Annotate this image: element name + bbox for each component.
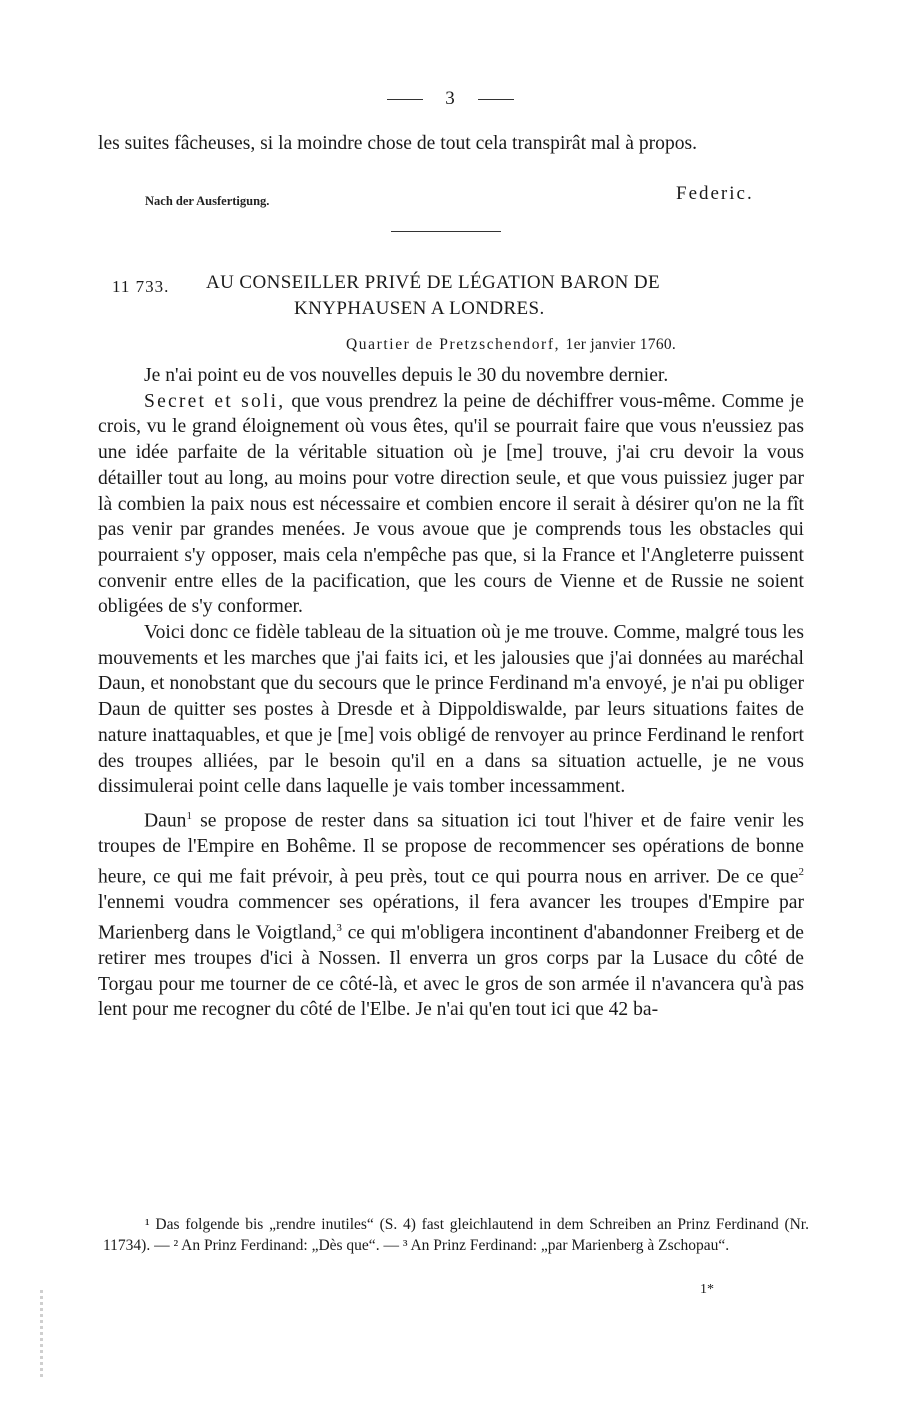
dateline-date: 1er janvier 1760.	[565, 336, 677, 353]
letter-number: 11 733.	[112, 277, 170, 296]
letter-title-line-2: KNYPHAUSEN A LONDRES.	[294, 298, 545, 319]
footnote-ref-2: 2	[798, 865, 804, 878]
source-note: Nach der Ausfertigung.	[145, 194, 270, 208]
paragraph-2	[98, 389, 804, 620]
section-divider	[391, 231, 501, 232]
paragraph-4	[98, 804, 804, 1023]
paragraph-4-d: ce qui m'obligera incontinent d'abandonner Freiberg et de retirer mes troupes d'ici à Nossen. Il enverra un gros corps par la Lusace du côté de Torgau pour me tourner de ce côté-là, et avec le gros de son armée il n'avancera qu'à pas lent pour me recogner du côté de l'Elbe. Je n'ai qu'en tout ici que 42 ba-	[98, 922, 804, 1021]
paragraph-2-lead: Secret et soli,	[144, 390, 286, 412]
footnote-ref-1: 1	[186, 809, 192, 822]
letter-body	[98, 363, 804, 1023]
paragraph-3: Voici donc ce fidèle tableau de la situation où je me trouve. Comme, malgré tous les mouvements et les marches que j'ai faits ici, et les jalousies que j'ai données au maréchal Daun, et nonobstant que du secours que le prince Ferdinand m'a envoyé, je n'ai pu obliger Daun de quitter ses postes à Dresde et à Dippoldiswalde, par leurs situations faites de nature inattaquables, et que je [me] vois obligé de renvoyer au prince Ferdinand le renfort des troupes alliées, par le besoin qu'il en a dans sa situation actuelle, je ne vous dissimulerai point celle dans laquelle je vais tomber incessamment.	[98, 622, 804, 798]
paragraph-1: Je n'ai point eu de vos nouvelles depuis le 30 du novembre dernier.	[144, 365, 669, 386]
footnote-text: ¹ Das folgende bis „rendre inutiles“ (S. 4) fast gleichlautend in dem Schreiben an Prinz Ferdinand (Nr. 11734). — ² An Prinz Ferdinand: „Dès que“. — ³ An Prinz Ferdinand: „par Marienberg à Zschopau“.	[103, 1216, 809, 1254]
paragraph-2-rest: que vous prendrez la peine de déchiffrer vous-même. Comme je crois, vu le grand éloignement où vous êtes, qu'il se pourrait faire que vous n'eussiez pas une idée parfaite de la véritable situation où je [me] trouve, j'ai cru devoir la vous détailler tout au long, au moins pour votre direction seule, et que vous puissiez juger par là combien la paix nous est nécessaire et combien encore il serait à désirer qu'on ne la fît pas venir par grandes menées. Je vous avoue que je comprends tous les obstacles qui pourraient s'y opposer, mais cela n'empêche pas que, si la France et l'Angleterre puissent convenir entre elles de la pacification, que les cours de Vienne et de Russie ne soient obligées de s'y conformer.	[98, 390, 804, 618]
page-number: 3	[445, 88, 455, 109]
paragraph-4-b: se propose de rester dans sa situation ici tout l'hiver et de faire venir les troupes de l'Empire en Bohême. Il se propose de recommencer ses opérations de bonne heure, ce qui me fait prévoir, à peu près, tout ce qui pourra nous en arriver. De ce que	[98, 810, 804, 888]
paragraph-4-a: Daun	[144, 810, 187, 832]
page-edge-mark	[40, 1290, 43, 1380]
continuation-paragraph: les suites fâcheuses, si la moindre chose de tout cela transpirât mal à propos.	[98, 133, 698, 154]
paragraph-4-c: l'ennemi voudra commencer ses opérations, il fera avancer les troupes d'Empire par Marienberg dans le Voigtland,	[98, 892, 804, 944]
footnotes	[103, 1215, 809, 1256]
page-header	[0, 88, 900, 110]
header-rule-left	[387, 99, 423, 100]
letter-title-line-1: AU CONSEILLER PRIVÉ DE LÉGATION BARON DE	[206, 272, 661, 293]
footnote-ref-3: 3	[336, 921, 342, 934]
dateline	[346, 336, 774, 354]
dateline-place: Quartier de Pretzschendorf,	[346, 336, 561, 353]
signature: Federic.	[676, 183, 754, 204]
signature-mark: 1*	[700, 1282, 714, 1297]
continuation-text	[98, 131, 804, 157]
header-rule-right	[478, 99, 514, 100]
